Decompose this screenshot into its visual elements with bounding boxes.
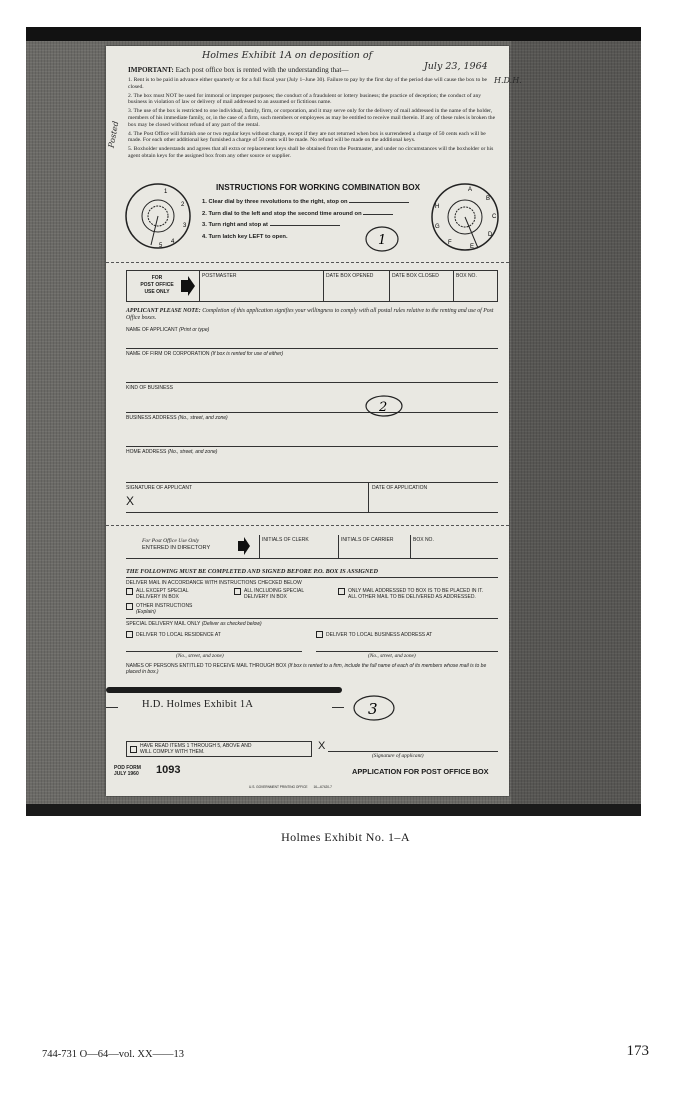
right-dial-h: H [435, 204, 440, 210]
have-read-box: HAVE READ ITEMS 1 THROUGH 5, ABOVE AND WILL COMPLY WITH THEM. [126, 741, 312, 757]
checkbox-all-except-special[interactable] [126, 588, 133, 595]
directory-label: For Post Office Use Only ENTERED IN DIRECTORY [142, 538, 211, 551]
name-of-applicant-label: NAME OF APPLICANT (Print or type) [126, 327, 210, 333]
left-dial-5: 5 [159, 243, 163, 249]
right-dial-icon [428, 180, 502, 254]
left-dial-1: 1 [164, 189, 168, 195]
left-dial-3: 3 [183, 223, 187, 229]
arrow-right-icon-2 [238, 537, 250, 555]
combination-title: INSTRUCTIONS FOR WORKING COMBINATION BOX [216, 183, 421, 192]
gpo-imprint: U.S. GOVERNMENT PRINTING OFFICE 16—67420-7 [249, 785, 332, 789]
important-line [128, 66, 428, 74]
directory-box [126, 535, 498, 559]
col-postmaster: POSTMASTER [202, 273, 237, 279]
deliver-opt-3: ONLY MAIL ADDRESSED TO BOX IS TO BE PLACED IN IT. ALL OTHER MAIL TO BE DELIVERED AS ADDRESSED. [338, 588, 483, 600]
col-box-no: BOX NO. [456, 273, 477, 279]
svg-text:1: 1 [378, 233, 387, 248]
combination-step-2: 2. Turn dial to the left and stop the second time around on [202, 209, 432, 221]
pod-form-label: POD FORM JULY 1960 [114, 765, 141, 777]
office-use-label: FOR POST OFFICE USE ONLY [140, 275, 174, 295]
exhibit-label: H.D. Holmes Exhibit 1A [142, 699, 254, 710]
combination-step-1: 1. Clear dial by three revolutions to the right, stop on [202, 197, 432, 209]
left-dial-4: 4 [171, 239, 175, 245]
exhibit-photo [26, 27, 641, 816]
perforation-2 [106, 525, 509, 526]
rule-3: 3. The use of the box is restricted to one individual, family, firm, or corporation, and it may serve only for the delivery of mail addressed in the name of the holder, members of his immediate family, or, in the case of a firm, such members or employees as may be entitled to receive mail therein. If any of these rules is broken the box may be closed without refund of any part of the rental. [128, 108, 496, 128]
svg-text:3: 3 [368, 700, 378, 718]
rule-5: 5. Boxholder understands and agrees that all extra or replacement keys shall be obtained from the Postmaster, and under no circumstances will the boxholder or his agent obtain keys for the assigned box from any other source or supplier. [128, 146, 494, 159]
col-date-closed: DATE BOX CLOSED [392, 273, 439, 279]
circled-number-2 [364, 394, 404, 418]
special-delivery-heading: SPECIAL DELIVERY MAIL ONLY (Deliver as checked below) [126, 621, 262, 627]
applicant-sig-x: X [318, 740, 326, 752]
deliver-opt-1: ALL EXCEPT SPECIAL DELIVERY IN BOX [126, 588, 189, 600]
cloth-shadow [511, 41, 641, 804]
special-opt-residence: DELIVER TO LOCAL RESIDENCE AT [126, 631, 221, 638]
rule-4: 4. The Post Office will furnish one or two regular keys without charge, except if they are not returned when box is surrendered a charge of 50 cents each will be made. For each other additional key furnished a charge of 50 cents will be made. No refund will be made on the additional keys. [128, 130, 486, 144]
important-intro: Each post office box is rented with the understanding that— [175, 66, 349, 74]
right-dial-a: A [468, 187, 473, 193]
home-address-label: HOME ADDRESS (No., street, and zone) [126, 449, 218, 455]
checkbox-other-instructions[interactable] [126, 603, 133, 610]
handwritten-margin-note: Posted [106, 120, 121, 149]
photo-bottom-border [26, 804, 641, 816]
col-date-opened: DATE BOX OPENED [326, 273, 374, 279]
business-address-hint: (No., street, and zone) [368, 653, 416, 659]
rule-2: 2. The box must NOT be used for immoral or improper purposes; the conduct of a fraudulent or lottery business; the practice of deception; the conduct of any business in violation of law or delivery of mail addressed to an assumed or fictitious name. [128, 92, 482, 106]
circled-number-3 [352, 694, 396, 722]
before-assign-note: THE FOLLOWING MUST BE COMPLETED AND SIGNED BEFORE P.O. BOX IS ASSIGNED [126, 568, 378, 575]
photo-top-border [26, 27, 641, 41]
checkbox-local-business[interactable] [316, 631, 323, 638]
right-dial-e: E [470, 244, 475, 250]
firm-name-label: NAME OF FIRM OR CORPORATION (If box is rented for use of either) [126, 351, 284, 357]
special-opt-business: DELIVER TO LOCAL BUSINESS ADDRESS AT [316, 631, 432, 638]
right-dial-d: D [488, 232, 493, 238]
exhibit-caption: Holmes Exhibit No. 1–A [281, 830, 410, 844]
date-of-application-label: DATE OF APPLICATION [372, 485, 428, 491]
left-dial-icon [123, 181, 193, 251]
svg-text:2: 2 [379, 400, 388, 415]
checkbox-have-read[interactable] [130, 746, 137, 753]
page-number: 173 [626, 1043, 649, 1059]
applicant-note: APPLICANT PLEASE NOTE: Completion of this application signifies your willingness to comply with all postal rules relative to the renting and use of Post Office boxes. [126, 308, 494, 321]
right-dial-g: G [435, 224, 440, 230]
office-use-box [126, 270, 498, 302]
signature-of-applicant-label: SIGNATURE OF APPLICANT [126, 485, 193, 491]
deliver-heading: DELIVER MAIL IN ACCORDANCE WITH INSTRUCTIONS CHECKED BELOW [126, 580, 302, 586]
print-code: 744-731 O—64—vol. XX——13 [42, 1049, 185, 1060]
checkbox-local-residence[interactable] [126, 631, 133, 638]
kind-of-business-label: KIND OF BUSINESS [126, 385, 173, 391]
circled-number-1 [364, 225, 400, 253]
residence-address-hint: (No., street, and zone) [176, 653, 224, 659]
combination-step-3: 3. Turn right and stop at [202, 220, 432, 232]
arrow-right-icon [181, 276, 195, 296]
col-initials-clerk: INITIALS OF CLERK [262, 537, 309, 543]
deliver-opt-2: ALL INCLUDING SPECIAL DELIVERY IN BOX [234, 588, 304, 600]
right-dial-b: B [486, 196, 491, 202]
names-of-persons: NAMES OF PERSONS ENTITLED TO RECEIVE MAIL THROUGH BOX (If box is rented to a firm, include the full name of each of its members whose mail is to be placed in box.) [126, 663, 487, 675]
handwritten-exhibit-note: Holmes Exhibit 1A on deposition of [202, 50, 373, 61]
applicant-sig-hint: (Signature of applicant) [372, 753, 424, 759]
left-dial-2: 2 [181, 202, 185, 208]
business-address-label: BUSINESS ADDRESS (No., street, and zone) [126, 415, 228, 421]
rule-1: 1. Rent is to be paid in advance either quarterly or for a full fiscal year (July 1–June 30). Failure to pay by the first day of the period due will cause the box to be closed. [128, 77, 487, 90]
col-initials-carrier: INITIALS OF CARRIER [341, 537, 394, 543]
important-heading: IMPORTANT: [128, 66, 174, 74]
important-rules [128, 77, 500, 160]
checkbox-only-box-mail[interactable] [338, 588, 345, 595]
signature-x: X [126, 494, 135, 508]
deliver-opt-4: OTHER INSTRUCTIONS (Explain) [126, 603, 192, 615]
right-dial-f: F [448, 240, 452, 246]
combination-step-4: 4. Turn latch key LEFT to open. [202, 233, 288, 240]
handwritten-initials: H.D.H. [494, 76, 522, 85]
col-box-no-2: BOX NO. [413, 537, 434, 543]
right-dial-c: C [492, 214, 497, 220]
form-number: 1093 [156, 764, 181, 776]
form-title: APPLICATION FOR POST OFFICE BOX [352, 767, 489, 776]
perforation-1 [106, 262, 509, 263]
exhibit-tape [106, 687, 342, 693]
po-box-application-form [106, 46, 522, 796]
handwritten-date: July 23, 1964 [424, 61, 488, 72]
checkbox-all-including-special[interactable] [234, 588, 241, 595]
